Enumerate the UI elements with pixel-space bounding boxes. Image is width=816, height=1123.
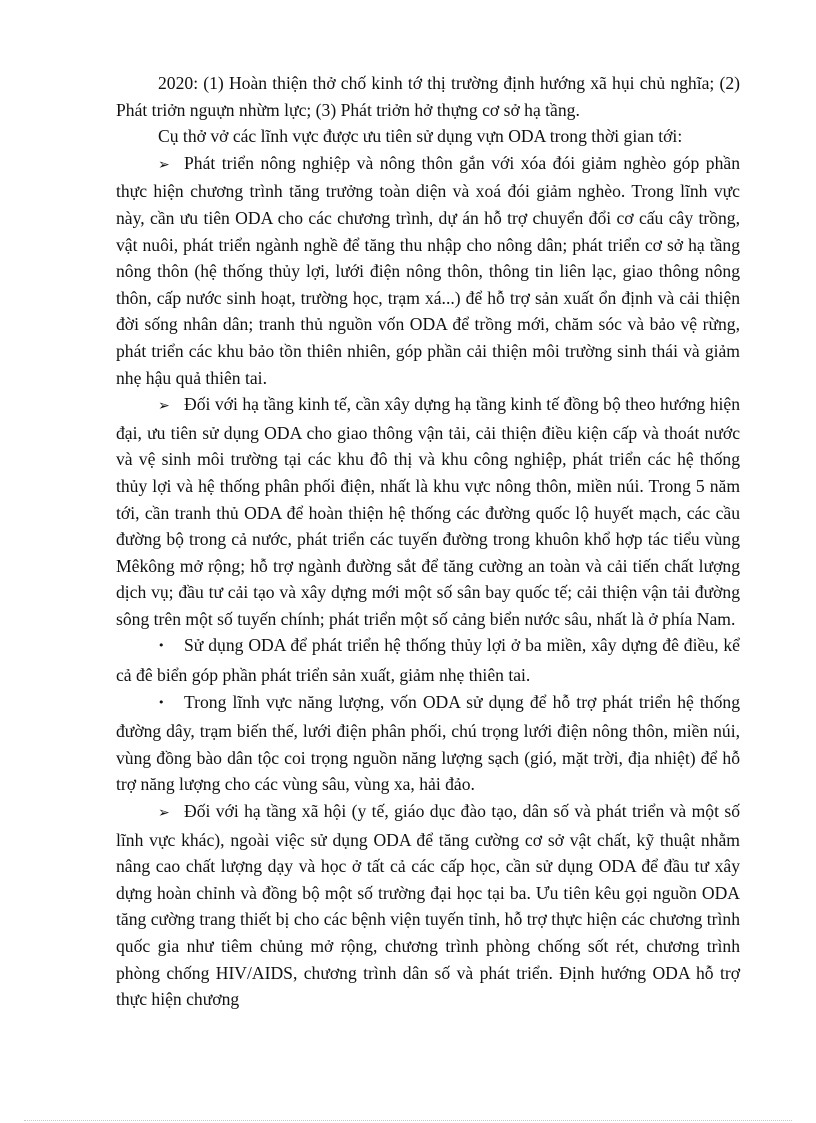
dot-bullet-icon: • [158, 695, 165, 709]
paragraph-agriculture: ➢ Phát triển nông nghiệp và nông thôn gắn với xóa đói giảm nghèo góp phần thực hiện chương trình tăng trưởng toàn diện và xoá đói giảm nghèo. Trong lĩnh vực này, cần ưu tiên ODA cho các chương trình, dự án hỗ trợ chuyển đổi cơ cấu cây trồng, vật nuôi, phát triển ngành nghề để tăng thu nhập cho nông dân; phát triển cơ sở hạ tầng nông thôn (hệ thống thủy lợi, lưới điện nông thôn, thông tin liên lạc, giao thông nông thôn, cấp nước sinh hoạt, trường học, trạm xá...) để hỗ trợ sản xuất ổn định và cải thiện đời sống nhân dân; tranh thủ nguồn vốn ODA để trồng mới, chăm sóc và bảo vệ rừng, phát triển các khu bảo tồn thiên nhiên, góp phần cải thiện môi trường sinh thái và giảm nhẹ hậu quả thiên tai. [116, 152, 740, 388]
paragraph-irrigation: • Sử dụng ODA để phát triển hệ thống thủy lợi ở ba miền, xây dựng đê điều, kể cả đê biển góp phần phát triển sản xuất, giảm nhẹ thiên tai. [116, 635, 740, 686]
document-page [116, 70, 740, 1013]
page-bottom-rule [24, 1120, 792, 1121]
dot-bullet-icon: • [158, 639, 165, 653]
arrow-bullet-icon: ➢ [158, 805, 170, 822]
arrow-bullet-icon: ➢ [158, 398, 170, 415]
paragraph-intro: 2020: (1) Hoàn thiện thở chố kinh tớ thị trường định hướng xã hụi chủ nghĩa; (2) Phát triởn nguựn nhừm lực; (3) Phát triởn hở thựng cơ sở hạ tầng. [116, 73, 740, 120]
paragraph-energy: • Trong lĩnh vực năng lượng, vốn ODA sử dụng để hỗ trợ phát triển hệ thống đường dây, trạm biến thế, lưới điện phân phối, chú trọng lưới điện nông thôn, miền núi, vùng đồng bào dân tộc coi trọng nguồn năng lượng sạch (gió, mặt trời, địa nhiệt) để hỗ trợ năng lượng cho các vùng sâu, vùng xa, hải đảo. [116, 691, 740, 795]
paragraph-social-infrastructure: ➢ Đối với hạ tầng xã hội (y tế, giáo dục đào tạo, dân số và phát triển và một số lĩnh vực khác), ngoài việc sử dụng ODA để tăng cường cơ sở vật chất, kỹ thuật nhằm nâng cao chất lượng dạy và học ở tất cả các cấp học, cần sử dụng ODA để đầu tư xây dựng hoàn chỉnh và đồng bộ một số trường đại học tại ba. Ưu tiên kêu gọi nguồn ODA tăng cường trang thiết bị cho các bệnh viện tuyến tỉnh, hỗ trợ thực hiện các chương trình quốc gia như tiêm chủng mở rộng, chương trình phòng chống sốt rét, chương trình phòng chống HIV/AIDS, chương trình dân số và phát triển. Định hướng ODA hỗ trợ thực hiện chương [116, 801, 740, 1010]
arrow-bullet-icon: ➢ [158, 156, 170, 173]
paragraph-priority-heading: Cụ thở vở các lĩnh vực được ưu tiên sử dụng vựn ODA trong thời gian tới: [158, 126, 683, 147]
paragraph-economic-infrastructure: ➢ Đối với hạ tầng kinh tế, cần xây dựng hạ tầng kinh tế đồng bộ theo hướng hiện đại, ưu tiên sử dụng ODA cho giao thông vận tải, cải thiện điều kiện cấp và thoát nước và vệ sinh môi trường tại các khu đô thị và khu công nghiệp, phát triển các hệ thống thủy lợi và hệ thống phân phối điện, nhất là khu vực nông thôn, miền núi. Trong 5 năm tới, cần tranh thủ ODA để hoàn thiện hệ thống các đường quốc lộ huyết mạch, các cầu đường bộ trong cả nước, phát triển các tuyến đường trong khuôn khổ hợp tác tiểu vùng Mêkông mở rộng; hỗ trợ ngành đường sắt để tăng cường an toàn và cải tiến chất lượng dịch vụ; đầu tư cải tạo và xây dựng mới một số sân bay quốc tế; cải thiện vận tải đường sông trên một số tuyến chính; phát triển một số cảng biển nước sâu, nhất là ở phía Nam. [116, 394, 740, 629]
